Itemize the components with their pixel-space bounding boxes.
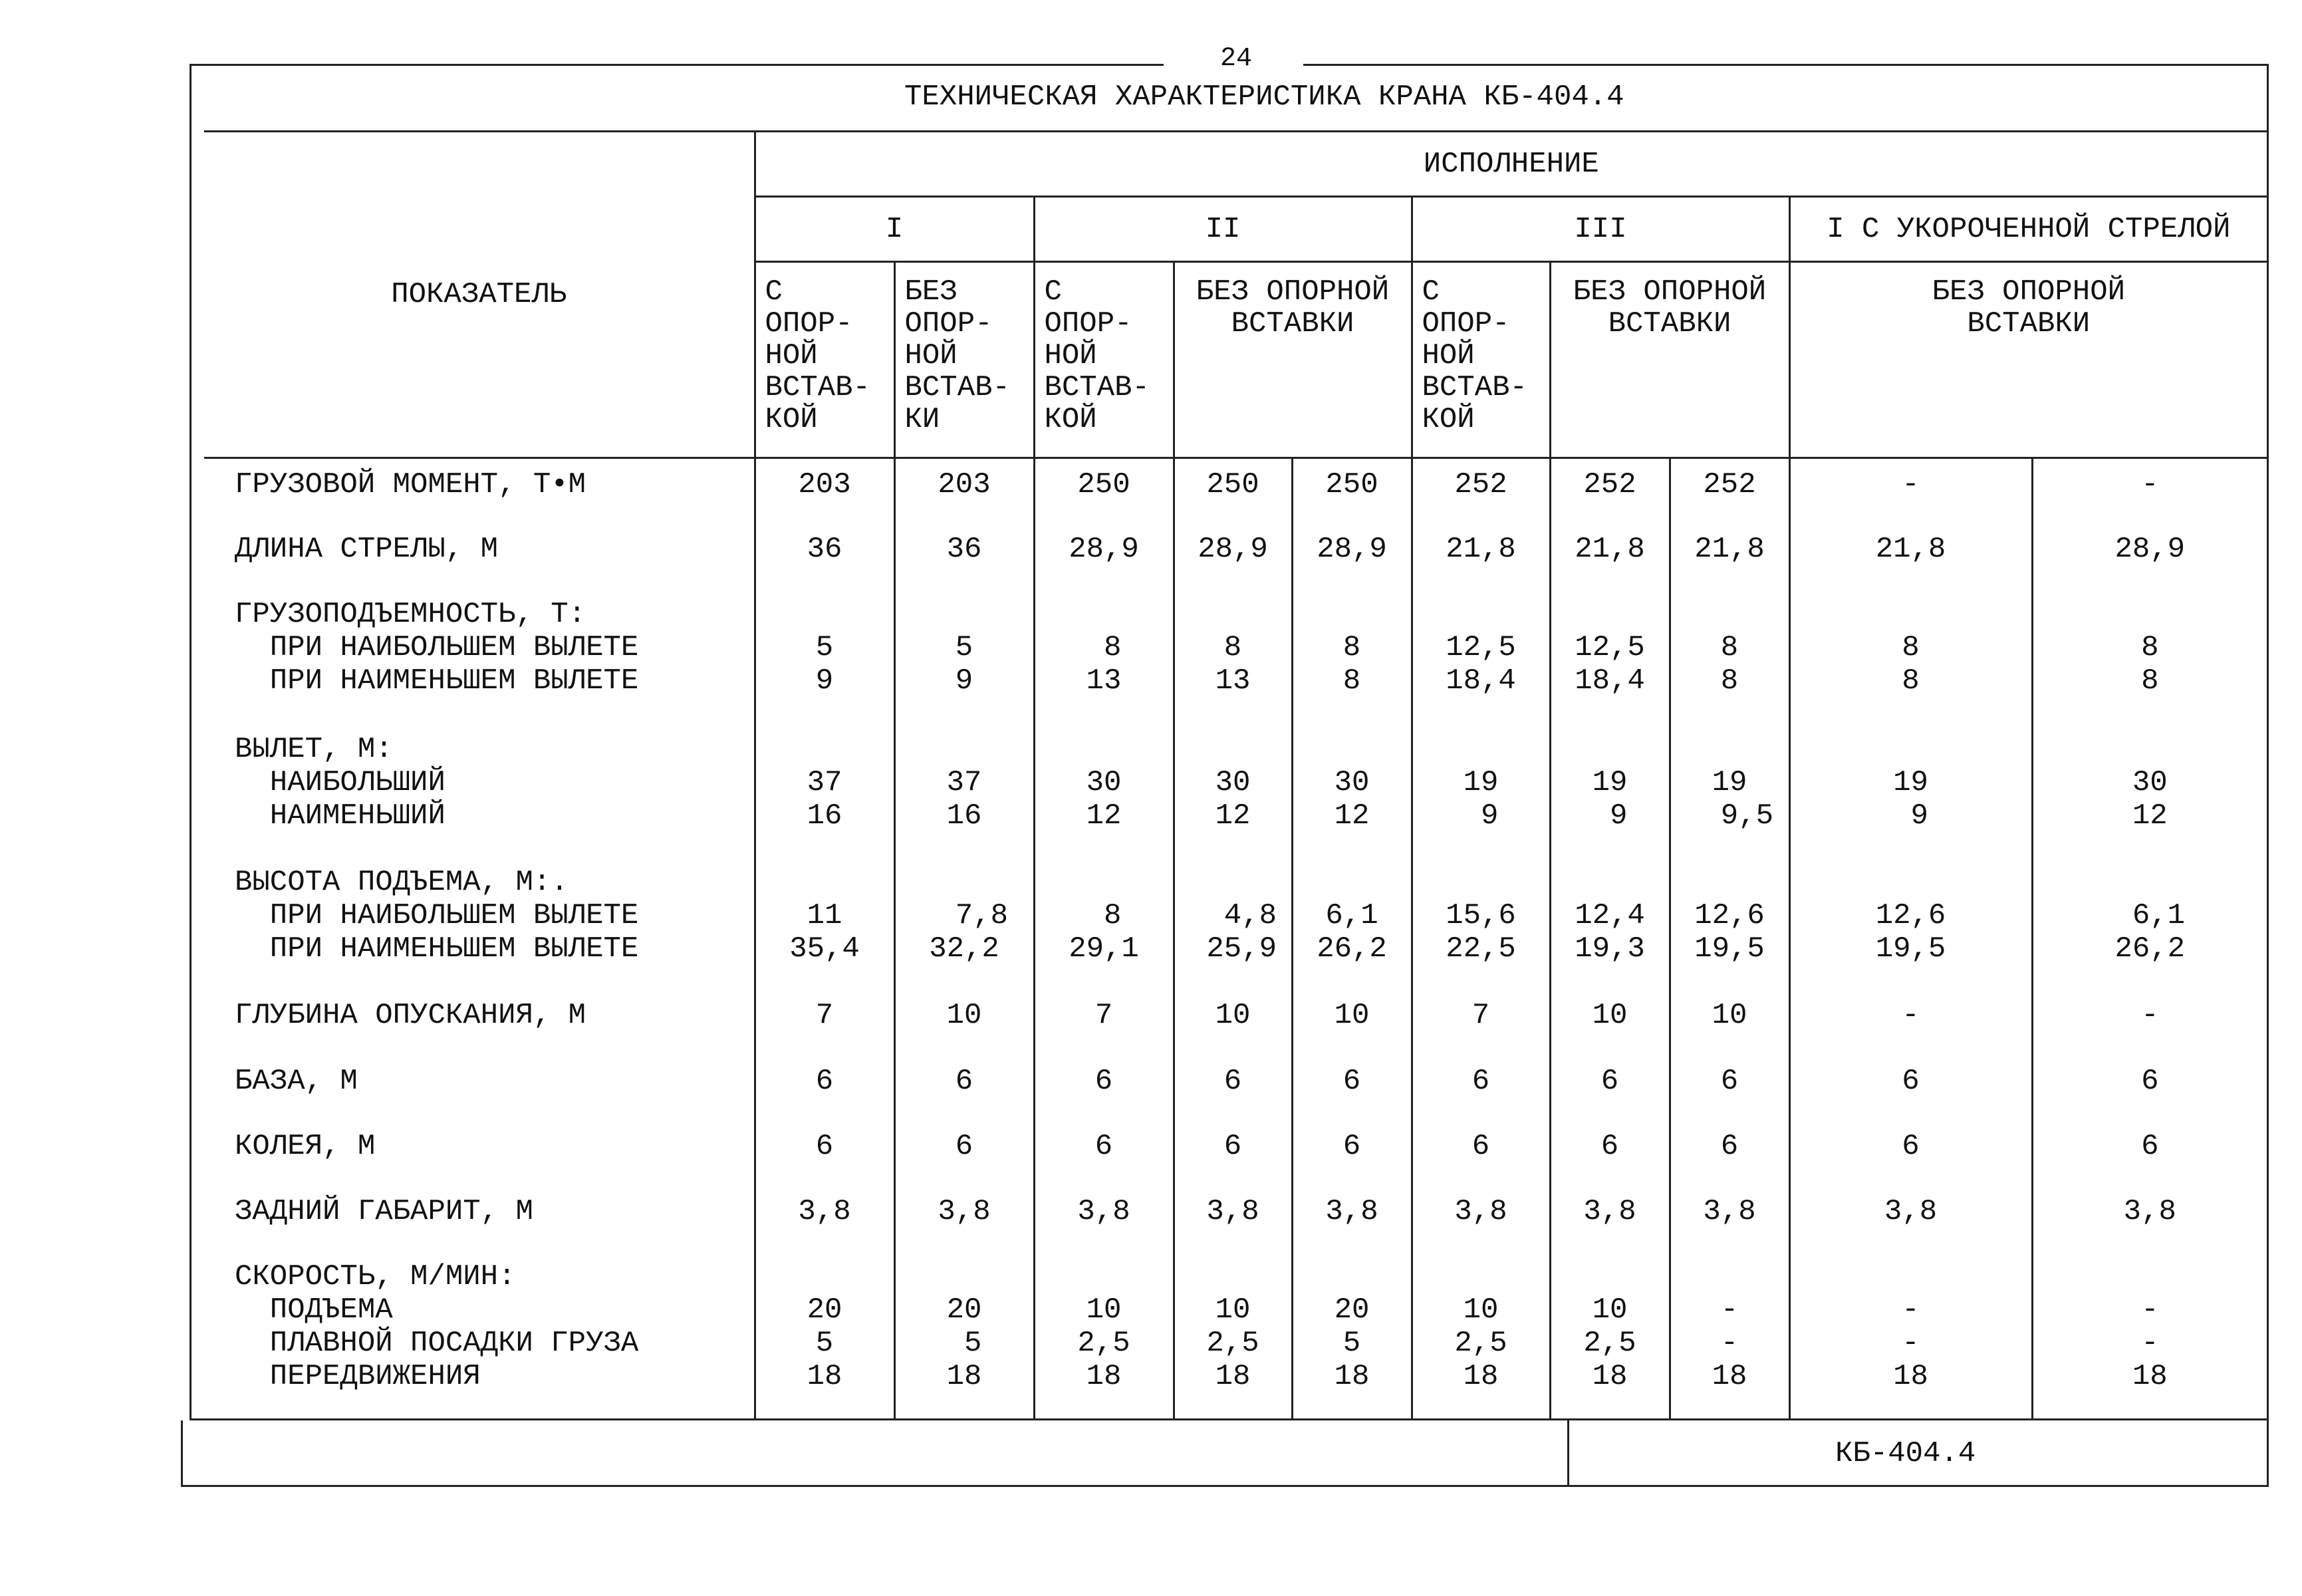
table-cell: 30 12 [2032,724,2267,857]
table-cell: 10 2,5 18 [1034,1251,1174,1420]
table-cell: 3,8 [894,1186,1034,1251]
row-label: ЗАДНИЙ ГАБАРИТ, М [235,1195,533,1229]
table-row [204,724,2267,857]
table-cell: 10 [1174,990,1292,1055]
table-cell: 19 9 [1789,724,2032,857]
subhead-i-with: С ОПОР- НОЙ ВСТАВ- КОЙ [755,262,894,458]
row-label: ГРУЗОВОЙ МОМЕНТ, Т•М [235,468,586,502]
table-cell: 6 [1174,1121,1292,1186]
frame-top-left [190,64,1164,66]
table-cell: 37 16 [894,724,1034,857]
specification-table [204,130,2267,1420]
table-row [204,1121,2267,1186]
table-row [204,523,2267,589]
table-cell: 250 [1174,458,1292,523]
row-label: ВЫЛЕТ, М: НАИБОЛЬШИЙ НАИМЕНЬШИЙ [235,732,446,833]
table-cell: 3,8 [1550,1186,1670,1251]
table-row [204,857,2267,990]
row-label: ДЛИНА СТРЕЛЫ, М [235,532,499,566]
table-cell: 3,8 [1789,1186,2032,1251]
table-cell: 6 [1412,1055,1550,1121]
table-cell: 36 [894,523,1034,589]
table-cell: 12,6 19,5 [1789,857,2032,990]
table-cell: 10 [894,990,1034,1055]
table-cell: 3,8 [1174,1186,1292,1251]
table-cell: 8 8 [2032,589,2267,723]
row-label: ГЛУБИНА ОПУСКАНИЯ, М [235,999,586,1033]
table-cell: 28,9 [1034,523,1174,589]
table-cell: 7 [755,990,894,1055]
table-cell: 6 [2032,1055,2267,1121]
table-cell: 6 [755,1121,894,1186]
table-cell: 6 [1670,1121,1789,1186]
table-cell: - - 18 [1789,1251,2032,1420]
table-cell: 21,8 [1550,523,1670,589]
table-row [204,990,2267,1055]
table-row [204,589,2267,723]
table-cell: 8 13 [1034,589,1174,723]
table-cell: 6 [1789,1055,2032,1121]
row-label: ГРУЗОПОДЪЕМНОСТЬ, Т: ПРИ НАИБОЛЬШЕМ ВЫЛЕТЕ ПРИ НАИМЕНЬШЕМ ВЫЛЕТЕ [235,598,639,698]
table-cell: 12,6 19,5 [1670,857,1789,990]
table-cell: 6 [1292,1121,1412,1186]
table-cell: 6 [1789,1121,2032,1186]
table-cell: 8 8 [1670,589,1789,723]
table-cell: 20 5 18 [755,1251,894,1420]
table-cell: 203 [755,458,894,523]
table-cell: - [2032,458,2267,523]
table-cell: 10 2,5 18 [1550,1251,1670,1420]
table-cell: 12,5 18,4 [1550,589,1670,723]
group-ii: II [1034,197,1412,262]
table-cell: 6 [894,1055,1034,1121]
table-cell: 30 12 [1174,724,1292,857]
table-cell: 6 [1174,1055,1292,1121]
table-cell: 250 [1292,458,1412,523]
stamp-label: КБ-404.4 [1835,1437,1976,1470]
table-cell: 8 8 [1292,589,1412,723]
document-title: ТЕХНИЧЕСКАЯ ХАРАКТЕРИСТИКА КРАНА КБ-404.4 [904,80,1624,114]
row-label: БАЗА, М [235,1064,358,1098]
header-execution: ИСПОЛНЕНИЕ [755,132,2267,197]
table-cell: 252 [1670,458,1789,523]
table-cell: 10 [1670,990,1789,1055]
table-cell: 3,8 [2032,1186,2267,1251]
table-row [204,1055,2267,1121]
table-cell: 7 [1412,990,1550,1055]
subhead-short-boom-without: БЕЗ ОПОРНОЙ ВСТАВКИ [1789,262,2267,458]
table-cell: 19 9,5 [1670,724,1789,857]
table-cell: 203 [894,458,1034,523]
table-cell: 10 [1292,990,1412,1055]
table-cell: 11 35,4 [755,857,894,990]
table-cell: 6 [1550,1121,1670,1186]
table-cell: - - 18 [2032,1251,2267,1420]
table-cell: 6 [1034,1055,1174,1121]
table-cell: 250 [1034,458,1174,523]
group-iii: III [1412,197,1789,262]
table-cell: - [1789,990,2032,1055]
table-cell: 12,5 18,4 [1412,589,1550,723]
table-cell: 6 [1550,1055,1670,1121]
table-cell: 8 13 [1174,589,1292,723]
group-i-short-boom: I С УКОРОЧЕННОЙ СТРЕЛОЙ [1789,197,2267,262]
table-cell: 7 [1034,990,1174,1055]
table-cell: 19 9 [1412,724,1550,857]
table-cell: 6 [1670,1055,1789,1121]
subhead-i-without: БЕЗ ОПОР- НОЙ ВСТАВ- КИ [894,262,1034,458]
table-cell: 6 [755,1055,894,1121]
table-cell: 10 2,5 18 [1174,1251,1292,1420]
table-cell: 8 8 [1789,589,2032,723]
table-cell: 21,8 [1412,523,1550,589]
table-cell: 30 12 [1292,724,1412,857]
row-label: КОЛЕЯ, М [235,1129,376,1163]
table-cell: 12,4 19,3 [1550,857,1670,990]
table-cell: 6,1 26,2 [1292,857,1412,990]
table-cell: - [1789,458,2032,523]
table-cell: 36 [755,523,894,589]
table-cell: 10 [1550,990,1670,1055]
subhead-iii-with: С ОПОР- НОЙ ВСТАВ- КОЙ [1412,262,1550,458]
table-cell: 3,8 [1292,1186,1412,1251]
table-cell: 28,9 [1292,523,1412,589]
table-cell: 7,8 32,2 [894,857,1034,990]
frame-top-right [1303,64,2269,66]
table-row [204,1251,2267,1420]
table-cell: 3,8 [1034,1186,1174,1251]
table-cell: 252 [1412,458,1550,523]
table-cell: 37 16 [755,724,894,857]
table-cell: 19 9 [1550,724,1670,857]
table-cell: 5 9 [755,589,894,723]
table-cell: 6 [1292,1055,1412,1121]
table-cell: 4,8 25,9 [1174,857,1292,990]
row-label: ВЫСОТА ПОДЪЕМА, М:. ПРИ НАИБОЛЬШЕМ ВЫЛЕТЕ ПРИ НАИМЕНЬШЕМ ВЫЛЕТЕ [235,865,639,966]
table-body [204,458,2267,1420]
table-cell: 6,1 26,2 [2032,857,2267,990]
table-cell: 15,6 22,5 [1412,857,1550,990]
table-cell: 8 29,1 [1034,857,1174,990]
table-cell: 3,8 [1412,1186,1550,1251]
table-cell: 6 [1412,1121,1550,1186]
table-cell: 10 2,5 18 [1412,1251,1550,1420]
table-cell: 28,9 [1174,523,1292,589]
group-i: I [755,197,1034,262]
table-cell: 3,8 [1670,1186,1789,1251]
subhead-ii-with: С ОПОР- НОЙ ВСТАВ- КОЙ [1034,262,1174,458]
table-cell: 3,8 [755,1186,894,1251]
table-cell: 6 [894,1121,1034,1186]
table-cell: 30 12 [1034,724,1174,857]
header-indicator: ПОКАЗАТЕЛЬ [204,132,755,458]
table-cell: 20 5 18 [1292,1251,1412,1420]
table-cell: 6 [2032,1121,2267,1186]
table-cell: - - 18 [1670,1251,1789,1420]
table-cell: 20 5 18 [894,1251,1034,1420]
table-row [204,458,2267,523]
table-cell: - [2032,990,2267,1055]
table-cell: 252 [1550,458,1670,523]
table-cell: 28,9 [2032,523,2267,589]
subhead-ii-without: БЕЗ ОПОРНОЙ ВСТАВКИ [1174,262,1412,458]
row-label: СКОРОСТЬ, М/МИН: ПОДЪЕМА ПЛАВНОЙ ПОСАДКИ ГРУЗА ПЕРЕДВИЖЕНИЯ [235,1260,639,1394]
table-cell: 21,8 [1789,523,2032,589]
table-cell: 21,8 [1670,523,1789,589]
table-row [204,1186,2267,1251]
subhead-iii-without: БЕЗ ОПОРНОЙ ВСТАВКИ [1550,262,1789,458]
table-cell: 5 9 [894,589,1034,723]
table-cell: 6 [1034,1121,1174,1186]
page-number: 24 [1220,44,1253,74]
